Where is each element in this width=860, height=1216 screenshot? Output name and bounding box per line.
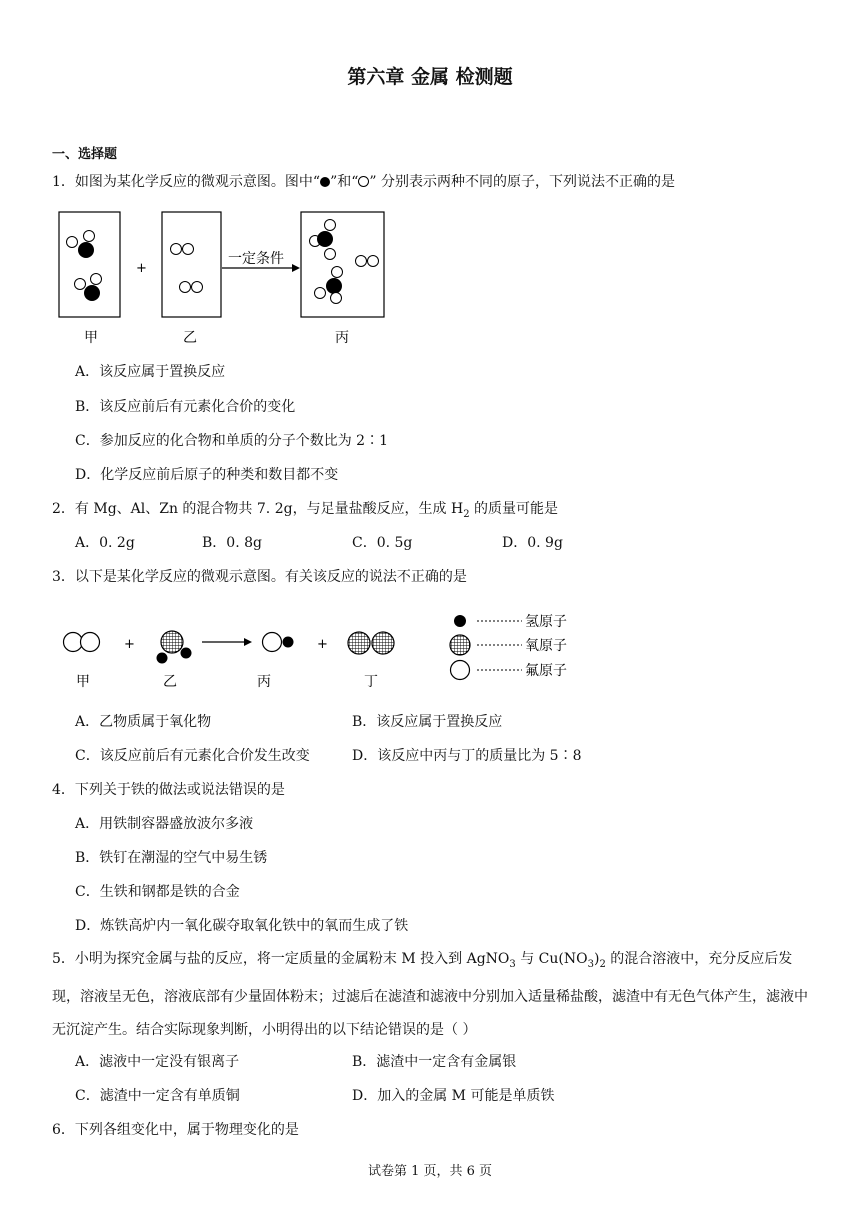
q2-option-a: A．0. 2g <box>75 535 135 551</box>
q4-option-d: D．炼铁高炉内一氧化碳夺取氧化铁中的氧而生成了铁 <box>75 918 409 934</box>
plus-sign: + <box>124 637 135 652</box>
q3-option-c: C．该反应前后有元素化合价发生改变 <box>75 748 310 764</box>
question-3-stem: 3．以下是某化学反应的微观示意图。有关该反应的说法不正确的是 <box>52 569 467 585</box>
q3-option-a: A．乙物质属于氧化物 <box>75 714 212 730</box>
q5-subscript: 3 <box>587 958 594 970</box>
q2-option-d: D．0. 9g <box>502 535 563 551</box>
q5-subscript: 2 <box>599 958 606 970</box>
q2-option-b: B．0. 8g <box>202 535 262 551</box>
q1-stem-part: ” 分别表示两种不同的原子，下列说法不正确的是 <box>369 174 676 190</box>
page-footer: 试卷第 1 页，共 6 页 <box>367 1164 493 1179</box>
legend-hydrogen: 氢原子 <box>525 614 567 630</box>
legend-fluorine: 氟原子 <box>525 663 567 679</box>
label-yi: 乙 <box>163 674 177 690</box>
q5-option-a: A．滤液中一定没有银离子 <box>75 1054 240 1070</box>
reaction-condition: 一定条件 <box>228 251 284 267</box>
q3-option-d: D．该反应中丙与丁的质量比为 5∶8 <box>352 748 582 764</box>
q5-subscript: 3 <box>509 958 516 970</box>
q1-option-d: D．化学反应前后原子的种类和数目都不变 <box>75 467 339 483</box>
plus-sign: + <box>136 261 147 276</box>
box-jia <box>59 212 120 317</box>
q4-option-a: A．用铁制容器盛放波尔多液 <box>75 816 254 832</box>
question-5-stem <box>52 943 812 1047</box>
label-jia: 甲 <box>84 330 98 346</box>
q4-option-b: B．铁钉在潮湿的空气中易生锈 <box>75 850 268 866</box>
q2-stem-part: 2．有 Mg、Al、Zn 的混合物共 7. 2g，与足量盐酸反应，生成 H <box>52 501 464 517</box>
q5-option-b: B．滤渣中一定含有金属银 <box>352 1054 517 1070</box>
question-4-stem: 4．下列关于铁的做法或说法错误的是 <box>52 782 285 798</box>
q5-stem-part: ) <box>593 951 600 967</box>
section-heading: 一、选择题 <box>52 147 118 162</box>
q5-option-d: D．加入的金属 M 可能是单质铁 <box>352 1088 555 1104</box>
q1-option-a: A．该反应属于置换反应 <box>75 364 226 380</box>
q2-stem-part: 的质量可能是 <box>469 501 559 517</box>
q1-option-c: C．参加反应的化合物和单质的分子个数比为 2∶1 <box>75 433 388 449</box>
q3-option-b: B．该反应属于置换反应 <box>352 714 503 730</box>
plus-sign: + <box>317 637 328 652</box>
q1-stem-part: ”和“ <box>330 174 359 190</box>
label-bing: 丙 <box>335 330 349 346</box>
page-title: 第六章 金属 检测题 <box>347 66 513 88</box>
q1-option-b: B．该反应前后有元素化合价的变化 <box>75 399 296 415</box>
q2-option-c: C．0. 5g <box>352 535 413 551</box>
label-jia: 甲 <box>76 674 90 690</box>
q5-stem-part: 与 Cu(NO <box>515 951 588 967</box>
q2-subscript: 2 <box>463 508 470 520</box>
q1-stem-part: 1．如图为某化学反应的微观示意图。图中“ <box>52 174 321 190</box>
white-atom-icon <box>358 176 369 187</box>
label-bing: 丙 <box>257 674 271 690</box>
question-2-stem <box>52 499 558 525</box>
legend-oxygen: 氧原子 <box>525 638 567 654</box>
q1-reaction-diagram <box>52 205 392 350</box>
label-yi: 乙 <box>183 330 197 346</box>
box-yi <box>162 212 221 317</box>
question-6-stem: 6．下列各组变化中，属于物理变化的是 <box>52 1122 299 1138</box>
question-1-stem <box>52 172 675 192</box>
q4-option-c: C．生铁和钢都是铁的合金 <box>75 884 240 900</box>
q5-option-c: C．滤渣中一定含有单质铜 <box>75 1088 240 1104</box>
black-atom-icon <box>320 177 330 187</box>
q5-stem-part: 5．小明为探究金属与盐的反应，将一定质量的金属粉末 M 投入到 AgNO <box>52 951 510 967</box>
q3-reaction-diagram <box>52 603 612 698</box>
label-ding: 丁 <box>364 674 378 690</box>
q5-stem-part: 的混合溶液中，充分反应后发现，溶液呈无色，溶液底部有少量固体粉末；过滤后在滤渣和滤液中分别加入适量稀盐酸，滤渣中有无色气体产生，滤液中无沉淀产生。结合实际现象判断，小明得出的以下结论错误的是（ ） <box>52 951 808 1038</box>
